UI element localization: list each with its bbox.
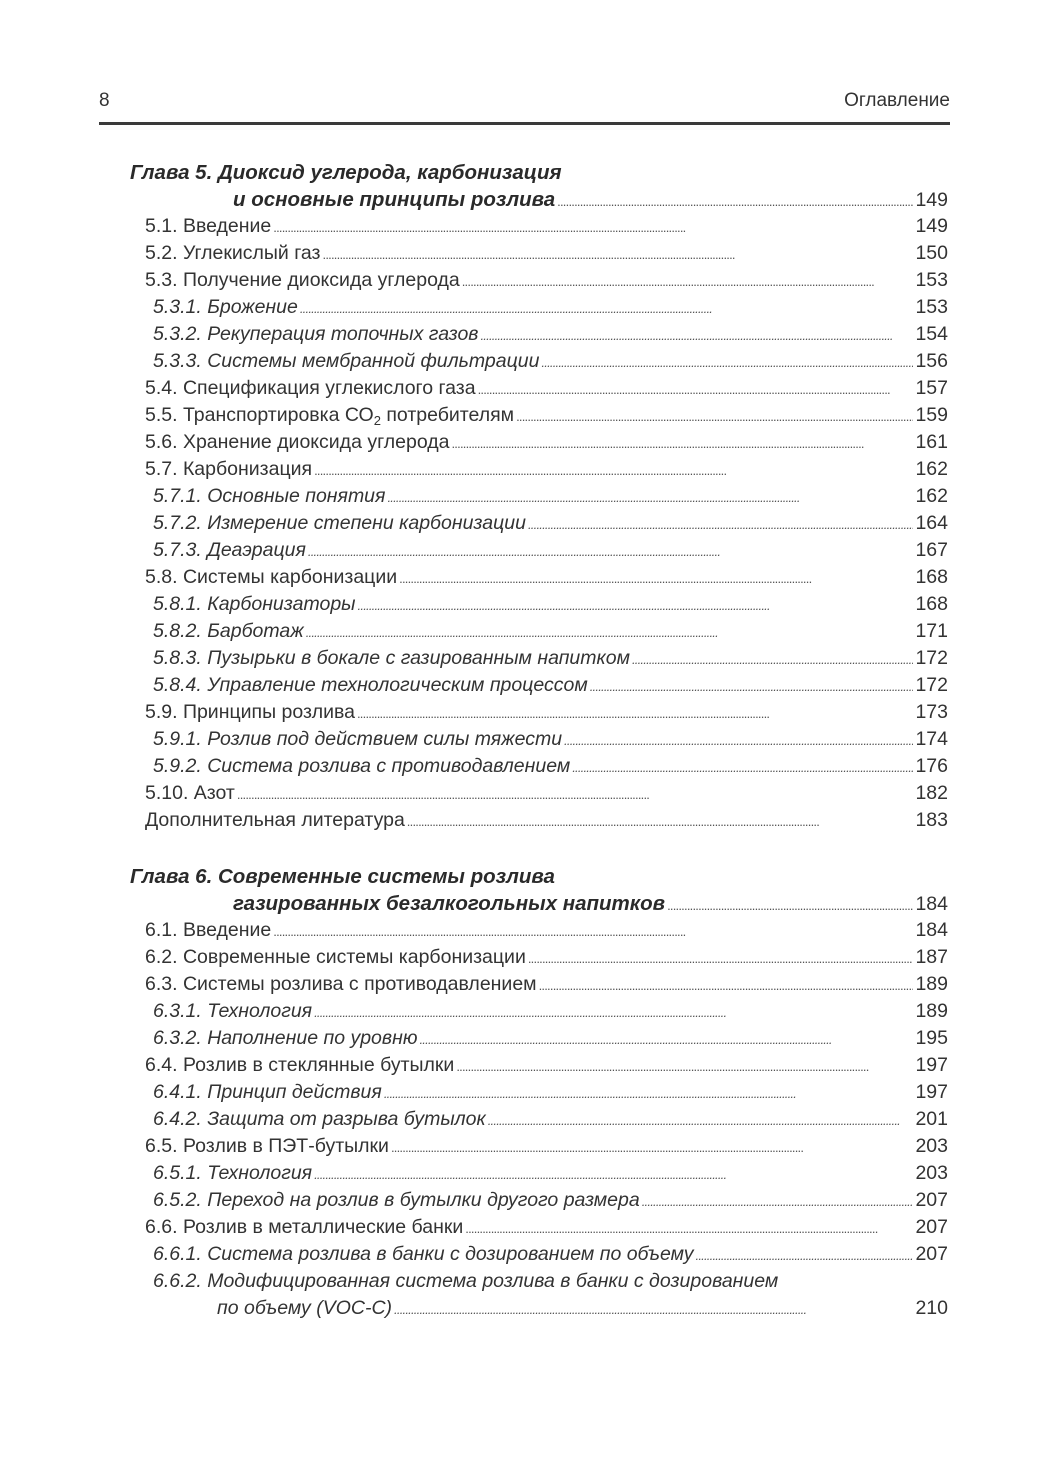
chapter-title: Глава 5. Диоксид углерода, карбонизация: [130, 161, 562, 184]
leader-dots: [557, 188, 913, 215]
page-ref: 207: [915, 1243, 948, 1265]
toc-entry[interactable]: [130, 429, 948, 456]
page-ref: 203: [915, 1135, 948, 1157]
leader-dots: [407, 808, 914, 835]
page-ref: 183: [915, 809, 948, 831]
entry-title: 5.1. Введение: [145, 215, 272, 237]
leader-dots: [314, 1161, 913, 1188]
toc-subentry[interactable]: [130, 618, 948, 645]
toc-subentry[interactable]: [130, 591, 948, 618]
entry-title: 5.4. Спецификация углекислого газа: [145, 377, 476, 399]
leader-dots: [528, 945, 914, 972]
toc-subentry[interactable]: [130, 1241, 948, 1268]
toc-entry[interactable]: [130, 456, 948, 483]
entry-title: 5.3.2. Рекуперация топочных газов: [153, 323, 479, 345]
page-ref: 154: [915, 323, 948, 345]
running-head: Оглавление: [844, 90, 950, 111]
leader-dots: [273, 918, 913, 945]
page-number: 8: [99, 90, 110, 111]
chapter-title-cont: газированных безалкогольных напитков: [233, 892, 666, 915]
page-ref: 207: [915, 1216, 948, 1238]
leader-dots: [273, 214, 913, 241]
toc-chapter-6: [130, 863, 948, 1322]
leader-dots: [451, 430, 913, 457]
toc-subentry[interactable]: [130, 348, 948, 375]
entry-title: 5.3.3. Системы мембранной фильтрации: [153, 350, 540, 372]
leader-dots: [480, 322, 913, 349]
entry-title: 5.8.4. Управление технологическим процессом: [153, 674, 588, 696]
leader-dots: [478, 376, 914, 403]
toc-entry[interactable]: [130, 699, 948, 726]
page-ref: 156: [915, 350, 948, 372]
entry-title: 5.9.2. Система розлива с противодавлением: [153, 755, 571, 777]
toc-subentry[interactable]: [130, 1295, 948, 1322]
entry-title: 5.7.1. Основные понятия: [153, 485, 386, 507]
leader-dots: [572, 754, 913, 781]
toc-chapter-5: [130, 159, 948, 834]
page-ref: 162: [915, 458, 948, 480]
page-header: [99, 90, 950, 126]
entry-title: 5.7. Карбонизация: [145, 458, 313, 480]
leader-dots: [488, 1107, 914, 1134]
entry-title: 5.8.3. Пузырьки в бокале с газированным напитком: [153, 647, 630, 669]
page-ref: 168: [915, 566, 948, 588]
subscript: 2: [373, 413, 381, 428]
leader-dots: [590, 673, 914, 700]
toc-subentry-title-line1[interactable]: 6.6.2. Модифицированная система розлива в банки с дозированием: [153, 1270, 779, 1292]
toc-subentry[interactable]: [130, 1187, 948, 1214]
leader-dots: [456, 1053, 913, 1080]
entry-title: 5.3. Получение диоксида углерода: [145, 269, 460, 291]
page-ref: 153: [915, 269, 948, 291]
leader-dots: [516, 403, 913, 430]
entry-title: 5.7.2. Измерение степени карбонизации: [153, 512, 526, 534]
toc-entry[interactable]: [130, 267, 948, 294]
entry-title: Дополнительная литература: [145, 809, 405, 831]
leader-dots: [314, 457, 913, 484]
page-ref: 189: [915, 1000, 948, 1022]
leader-dots: [394, 1296, 913, 1323]
toc-subentry[interactable]: [130, 1079, 948, 1106]
toc-subentry[interactable]: [130, 510, 948, 537]
page-ref: 168: [915, 593, 948, 615]
entry-title: 6.2. Современные системы карбонизации: [145, 946, 526, 968]
entry-title: 6.1. Введение: [145, 919, 272, 941]
toc-entry[interactable]: [130, 564, 948, 591]
entry-title: 5.8.1. Карбонизаторы: [153, 593, 356, 615]
toc-subentry[interactable]: [130, 998, 948, 1025]
toc-entry[interactable]: [130, 402, 948, 429]
leader-dots: [300, 295, 914, 322]
entry-title: 6.3.1. Технология: [153, 1000, 313, 1022]
page-ref: 161: [915, 431, 948, 453]
entry-title: 5.7.3. Деаэрация: [153, 539, 306, 561]
leader-dots: [465, 1215, 913, 1242]
page-ref: 197: [915, 1081, 948, 1103]
entry-title: 5.6. Хранение диоксида углерода: [145, 431, 450, 453]
leader-dots: [696, 1242, 914, 1269]
page-ref: 189: [915, 973, 948, 995]
leader-dots: [391, 1134, 914, 1161]
toc-entry-chapter[interactable]: [130, 186, 948, 213]
entry-title: 6.4.1. Принцип действия: [153, 1081, 382, 1103]
page-ref: 150: [915, 242, 948, 264]
page-ref: 187: [915, 946, 948, 968]
header-rule: [99, 122, 950, 125]
entry-title: 6.4. Розлив в стеклянные бутылки: [145, 1054, 455, 1076]
leader-dots: [462, 268, 914, 295]
entry-title-cont: по объему (VOC-C): [217, 1297, 393, 1319]
leader-dots: [384, 1080, 914, 1107]
toc-entry[interactable]: [130, 213, 948, 240]
entry-title: 5.8.2. Барботаж: [153, 620, 304, 642]
leader-dots: [642, 1188, 914, 1215]
page-ref: 182: [915, 782, 948, 804]
toc-entry[interactable]: [130, 944, 948, 971]
page-ref: 207: [915, 1189, 948, 1211]
entry-title: 6.5.2. Переход на розлив в бутылки другого размера: [153, 1189, 640, 1211]
leader-dots: [237, 781, 914, 808]
toc-subentry[interactable]: [130, 321, 948, 348]
page-ref: 164: [915, 512, 948, 534]
entry-title: 6.5. Розлив в ПЭТ-бутылки: [145, 1135, 389, 1157]
page-ref: 153: [915, 296, 948, 318]
entry-title: 5.8. Системы карбонизации: [145, 566, 398, 588]
leader-dots: [358, 592, 914, 619]
page-ref: 197: [915, 1054, 948, 1076]
entry-title: 5.2. Углекислый газ: [145, 242, 321, 264]
toc-entry[interactable]: [130, 917, 948, 944]
toc-entry[interactable]: [130, 780, 948, 807]
toc-subentry[interactable]: [130, 672, 948, 699]
entry-title: 5.10. Азот: [145, 782, 235, 804]
entry-title: 5.9. Принципы розлива: [145, 701, 355, 723]
page-ref: 173: [915, 701, 948, 723]
toc-subentry[interactable]: [130, 294, 948, 321]
page-ref: 176: [915, 755, 948, 777]
entry-title: 6.4.2. Защита от разрыва бутылок: [153, 1108, 486, 1130]
entry-title: 5.5. Транспортировка $СО_2$ потребителям: [145, 404, 515, 428]
page-ref: 162: [915, 485, 948, 507]
chapter-title-cont: и основные принципы розлива: [233, 188, 556, 211]
toc-entry[interactable]: [130, 240, 948, 267]
leader-dots: [564, 727, 913, 754]
page-ref: 210: [915, 1297, 948, 1319]
toc-entry[interactable]: [130, 971, 948, 998]
leader-dots: [323, 241, 914, 268]
page-ref: 195: [915, 1027, 948, 1049]
entry-title: 6.6.1. Система розлива в банки с дозированием по объему: [153, 1243, 694, 1265]
toc-entry[interactable]: [130, 1133, 948, 1160]
toc-subentry[interactable]: [130, 537, 948, 564]
page-ref: 184: [915, 919, 948, 941]
leader-dots: [667, 892, 913, 919]
toc-entry-chapter[interactable]: [130, 890, 948, 917]
toc-subentry[interactable]: [130, 726, 948, 753]
entry-title: 6.3.2. Наполнение по уровню: [153, 1027, 418, 1049]
page-ref: 172: [915, 674, 948, 696]
leader-dots: [387, 484, 913, 511]
leader-dots: [632, 646, 914, 673]
page-ref: 172: [915, 647, 948, 669]
page-ref: 167: [915, 539, 948, 561]
toc-entry[interactable]: [130, 375, 948, 402]
leader-dots: [314, 999, 913, 1026]
page-ref: 149: [915, 215, 948, 237]
chapter-title: Глава 6. Современные системы розлива: [130, 865, 555, 888]
leader-dots: [306, 619, 914, 646]
entry-title: 6.6. Розлив в металлические банки: [145, 1216, 464, 1238]
leader-dots: [419, 1026, 913, 1053]
leader-dots: [539, 972, 914, 999]
page-ref: 203: [915, 1162, 948, 1184]
toc-subentry[interactable]: [130, 645, 948, 672]
page-ref: 171: [915, 620, 948, 642]
page-ref: 159: [915, 404, 948, 426]
toc-subentry[interactable]: [130, 753, 948, 780]
toc-entry[interactable]: [130, 1214, 948, 1241]
entry-title: 5.9.1. Розлив под действием силы тяжести: [153, 728, 563, 750]
leader-dots: [399, 565, 913, 592]
leader-dots: [357, 700, 913, 727]
entry-title: 6.3. Системы розлива с противодавлением: [145, 973, 537, 995]
page-ref: 184: [915, 893, 948, 915]
leader-dots: [541, 349, 913, 376]
page-ref: 174: [915, 728, 948, 750]
page-ref: 201: [915, 1108, 948, 1130]
toc-entry[interactable]: [130, 1052, 948, 1079]
entry-title: 5.3.1. Брожение: [153, 296, 298, 318]
entry-title: 6.5.1. Технология: [153, 1162, 313, 1184]
leader-dots: [308, 538, 914, 565]
toc-subentry[interactable]: [130, 483, 948, 510]
toc-subentry[interactable]: [130, 1025, 948, 1052]
toc-entry[interactable]: [130, 807, 948, 834]
toc-subentry[interactable]: [130, 1106, 948, 1133]
toc-subentry[interactable]: [130, 1160, 948, 1187]
page-ref: 149: [915, 189, 948, 211]
leader-dots: [528, 511, 913, 538]
page-ref: 157: [915, 377, 948, 399]
